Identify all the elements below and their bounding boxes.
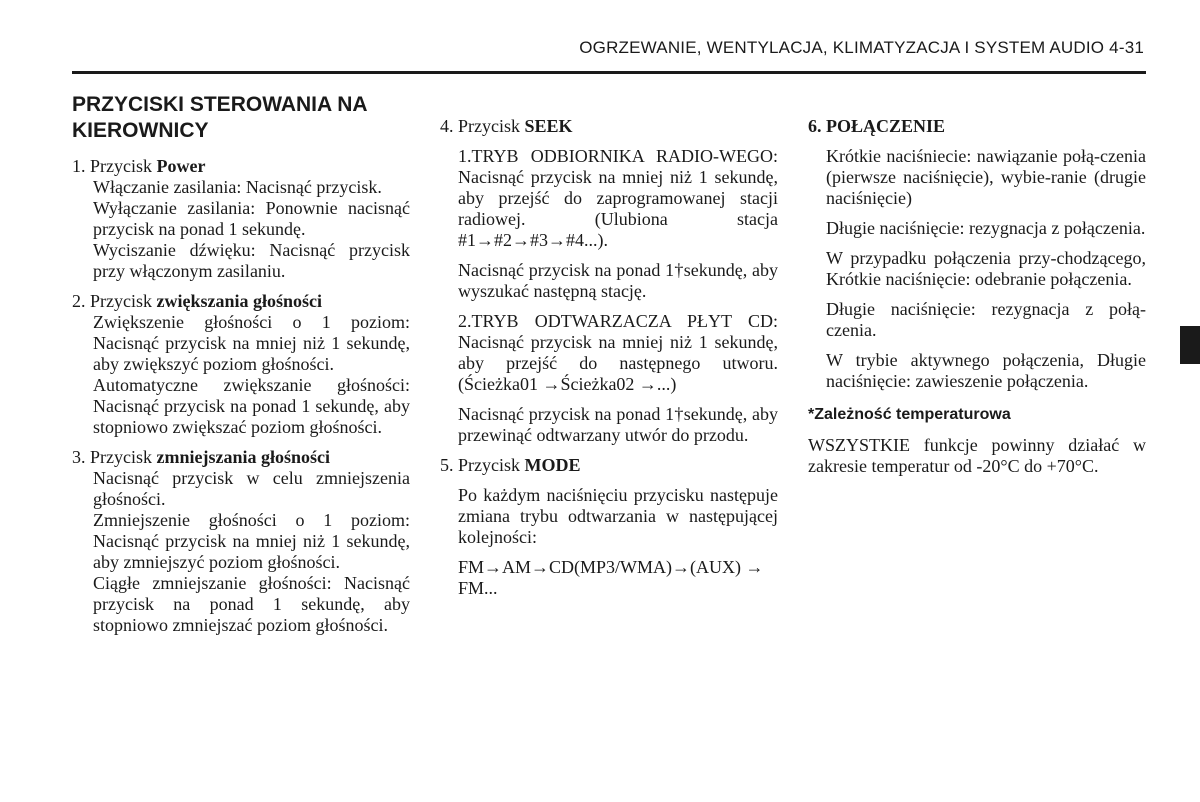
chapter-tab: [1180, 326, 1200, 364]
temperature-text: WSZYSTKIE funkcje powinny działać w zakresie temperatur od -20°C do +70°C.: [808, 435, 1146, 476]
section-title: PRZYCISKI STEROWANIA NA KIEROWNICY: [72, 93, 367, 142]
item-line: Wyłączanie zasilania: Ponownie nacisnąć przycisk na ponad 1 sekundę.: [93, 198, 410, 239]
item-name: SEEK: [524, 116, 573, 136]
call-paragraph: W trybie aktywnego połączenia, Długie naciśnięcie: zawieszenie połączenia.: [826, 350, 1146, 391]
call-title: 6. POŁĄCZENIE: [808, 116, 946, 136]
column-3: [808, 116, 1146, 477]
page-number: 4-31: [1109, 38, 1144, 57]
item-volume-up: 2. Przycisk zwiększania głośności Zwiększenie głośności o 1 poziom: Nacisnąć przycisk na mniej niż 1 sekundę, aby zwiększyć poziom głośności. Automatyczne zwiększanie głośności: Nacisnąć przycisk na ponad 1 sekundę, aby stopniowo zwiększać poziom głośności.: [72, 291, 410, 437]
item-line: Włączanie zasilania: Nacisnąć przycisk.: [93, 177, 382, 197]
item-seek: 4. Przycisk SEEK: [440, 116, 573, 136]
call-paragraph: Długie naciśnięcie: rezygnacja z połączenia.: [826, 218, 1146, 238]
call-paragraph: Długie naciśnięcie: rezygnacja z połą-czenia.: [826, 299, 1146, 340]
mode-sequence: FM→AM→CD(MP3/WMA)→(AUX) → FM...: [458, 557, 764, 598]
item-name: MODE: [524, 455, 581, 475]
item-volume-down: 3. Przycisk zmniejszania głośności Nacisnąć przycisk w celu zmniejszenia głośności. Zmniejszenie głośności o 1 poziom: Nacisnąć przycisk na mniej niż 1 sekundę, aby zmniejszyć poziom głośności. Ciągłe zmniejszanie głośności: Nacisnąć przycisk na ponad 1 sekundę, aby stopniowo zmniejszać poziom głośności.: [72, 447, 410, 635]
item-name: zwiększania głośności: [156, 291, 323, 311]
item-line: Zmniejszenie głośności o 1 poziom: Nacisnąć przycisk na mniej niż 1 sekundę, aby zmniejszyć poziom głośności.: [93, 510, 410, 572]
item-name: zmniejszania głośności: [156, 447, 330, 467]
page-header: [579, 38, 1144, 58]
cd-mode-text: 2.TRYB ODTWARZACZA PŁYT CD: Nacisnąć przycisk na mniej niż 1 sekundę, aby przejść do następnego utworu. (Ścieżka01 →Ścieżka02 →...): [458, 311, 778, 394]
temperature-title: *Zależność temperaturowa: [808, 406, 1011, 423]
mode-description: Po każdym naciśnięciu przycisku następuje zmiana trybu odtwarzania w następującej kolejności:: [458, 485, 778, 547]
header-rule: [72, 71, 1146, 74]
item-power: 1. Przycisk Power Włączanie zasilania: Nacisnąć przycisk. Wyłączanie zasilania: Ponownie nacisnąć przycisk na ponad 1 sekundę. Wyciszanie dźwięku: Nacisnąć przycisk przy włączonym zasilaniu.: [72, 156, 410, 281]
item-line: Ciągłe zmniejszanie głośności: Nacisnąć przycisk na ponad 1 sekundę, aby stopniowo zmniejszać poziom głośności.: [93, 573, 410, 635]
call-paragraph: Krótkie naciśniecie: nawiązanie połą-czenia (pierwsze naciśnięcie), wybie-ranie (drugie naciśnięcie): [826, 146, 1146, 208]
cd-long-text: Nacisnąć przycisk na ponad 1†sekundę, aby przewinąć odtwarzany utwór do przodu.: [458, 404, 778, 445]
item-line: Automatyczne zwiększanie głośności: Nacisnąć przycisk na ponad 1 sekundę, aby stopniowo zwiększać poziom głośności.: [93, 375, 410, 437]
header-title: OGRZEWANIE, WENTYLACJA, KLIMATYZACJA I SYSTEM AUDIO: [579, 38, 1105, 57]
item-line: Zwiększenie głośności o 1 poziom: Nacisnąć przycisk na mniej niż 1 sekundę, aby zwiększyć poziom głośności.: [93, 312, 410, 374]
column-2: [440, 116, 778, 608]
item-name: Power: [156, 156, 206, 176]
call-paragraph: W przypadku połączenia przy-chodzącego, Krótkie naciśnięcie: odebranie połączenia.: [826, 248, 1146, 289]
column-1: [72, 92, 410, 645]
item-line: Wyciszanie dźwięku: Nacisnąć przycisk przy włączonym zasilaniu.: [93, 240, 410, 281]
item-mode: 5. Przycisk MODE: [440, 455, 581, 475]
item-line: Nacisnąć przycisk w celu zmniejszenia głośności.: [93, 468, 410, 509]
radio-mode-text: 1.TRYB ODBIORNIKA RADIO-WEGO: Nacisnąć przycisk na mniej niż 1 sekundę, aby przejść do zaprogramowanej stacji radiowej. (Ulubiona stacja #1→#2→#3→#4...).: [458, 146, 778, 250]
radio-long-text: Nacisnąć przycisk na ponad 1†sekundę, aby wyszukać następną stację.: [458, 260, 778, 301]
